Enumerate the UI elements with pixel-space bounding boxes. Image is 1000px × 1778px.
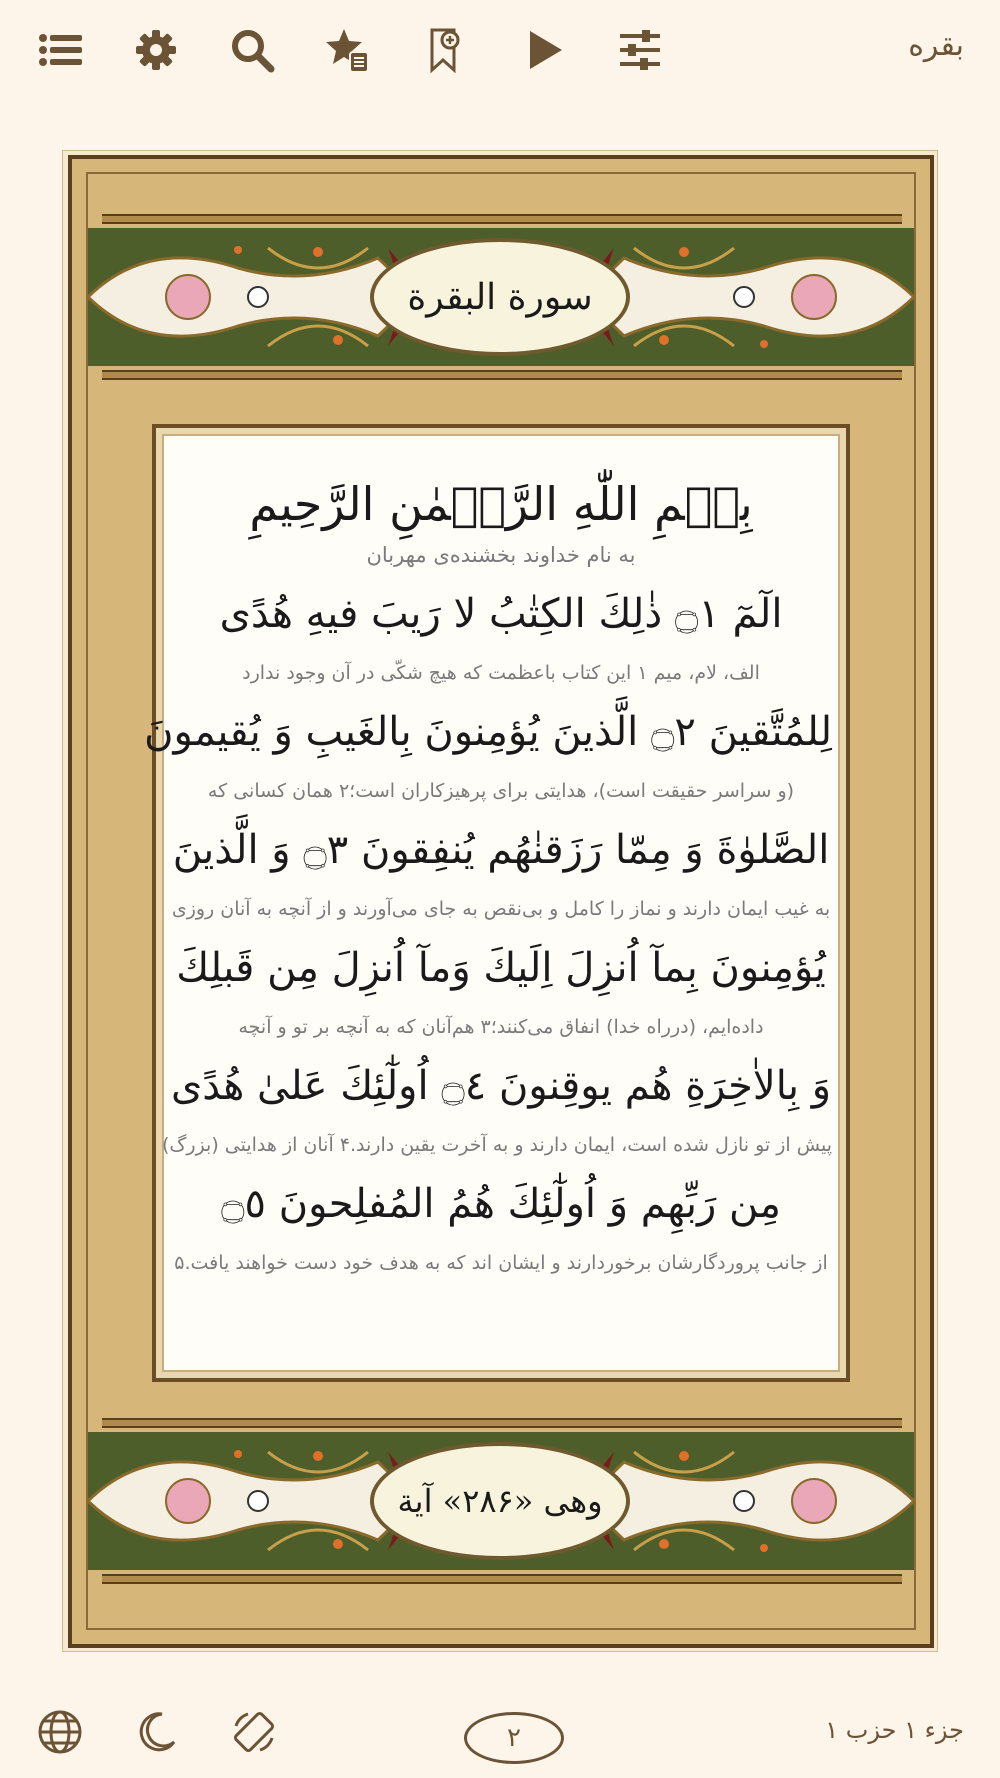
- translation-line: از جانب پروردگارشان برخوردارند و ایشان اند که به هدف خود دست خواهند یافت.۵: [174, 1252, 828, 1274]
- ayah-count-cartouche: [370, 1442, 630, 1560]
- bottom-toolbar: [0, 1690, 1000, 1778]
- top-toolbar: [0, 0, 1000, 100]
- play-icon[interactable]: [516, 22, 572, 78]
- surah-title-cartouche: [370, 238, 630, 356]
- starred-notes-icon[interactable]: [320, 22, 376, 78]
- list-icon[interactable]: [32, 22, 88, 78]
- juz-hizb-label[interactable]: جزء ۱ حزب ۱: [825, 1716, 964, 1744]
- bookmark-add-icon[interactable]: [416, 22, 472, 78]
- ayah-line[interactable]: مِن رَبِّهِم وَ اُولٰٓئِكَ هُمُ المُفلِحونَ ۝٥: [221, 1181, 781, 1227]
- ayah-line[interactable]: وَ بِالاٰخِرَةِ هُم یوقِنونَ ۝٤ اُولٰٓئِكَ عَلیٰ هُدًی: [170, 1063, 832, 1109]
- bismillah-translation: به نام خداوند بخشنده‌ی مهربان: [366, 543, 636, 567]
- ornament-rule: [102, 1574, 902, 1584]
- surah-title: سورة البقرة: [407, 276, 593, 318]
- surah-name[interactable]: بقره: [908, 28, 964, 63]
- page-number-badge[interactable]: [464, 1712, 564, 1764]
- settings-icon[interactable]: [128, 22, 184, 78]
- search-icon[interactable]: [224, 22, 280, 78]
- translation-line: پیش از تو نازل شده است، ایمان دارند و به آخرت یقین دارند.۴ آنان از هدایتی (بزرگ): [161, 1134, 832, 1156]
- ayah-line[interactable]: الٓمٓ ۝١ ذٰلِكَ الكِتٰبُ لا رَیبَ فیهِ هُدًی: [219, 591, 783, 637]
- ayah-line[interactable]: یُؤمِنونَ بِمآ اُنزِلَ اِلَیكَ وَمآ اُنزِلَ مِن قَبلِكَ: [176, 945, 826, 991]
- moon-icon[interactable]: [128, 1704, 184, 1760]
- translation-line: به غیب ایمان دارند و نماز را کامل و بی‌نقص به جای می‌آورند و از آنچه به آنان روزی: [171, 898, 831, 920]
- ayah-count: وهی «۲۸۶» آیة: [397, 1482, 603, 1520]
- translation-line: داده‌ایم، (درراه خدا) انفاق می‌کنند؛۳ هم‌آنان که به آنچه بر تو و آنچه: [238, 1016, 764, 1038]
- ornament-rule: [102, 370, 902, 380]
- sliders-icon[interactable]: [612, 22, 668, 78]
- bismillah: بِسۡمِ اللّٰهِ الرَّحۡمٰنِ الرَّحِیمِ: [249, 477, 753, 531]
- page-number: ۲: [507, 1723, 521, 1753]
- translation-line: الف، لام، میم ۱ این کتاب باعظمت که هیچ شکّی در آن وجود ندارد: [242, 662, 760, 684]
- ayah-line[interactable]: الصَّلوٰةَ وَ مِمّا رَزَقنٰهُم یُنفِقونَ ۝٣ وَ الَّذینَ: [172, 827, 830, 873]
- globe-icon[interactable]: [32, 1704, 88, 1760]
- translation-line: (و سراسر حقیقت است)، هدایتی برای پرهیزکاران است؛۲ همان کسانی که: [207, 780, 795, 802]
- rotate-screen-icon[interactable]: [226, 1704, 282, 1760]
- ayah-line[interactable]: لِلمُتَّقینَ ۝٢ الَّذینَ یُؤمِنونَ بِالغَیبِ وَ یُقیمونَ: [144, 709, 832, 755]
- ornament-rule: [102, 1418, 902, 1428]
- page-content: [144, 440, 832, 1278]
- ornament-rule: [102, 214, 902, 224]
